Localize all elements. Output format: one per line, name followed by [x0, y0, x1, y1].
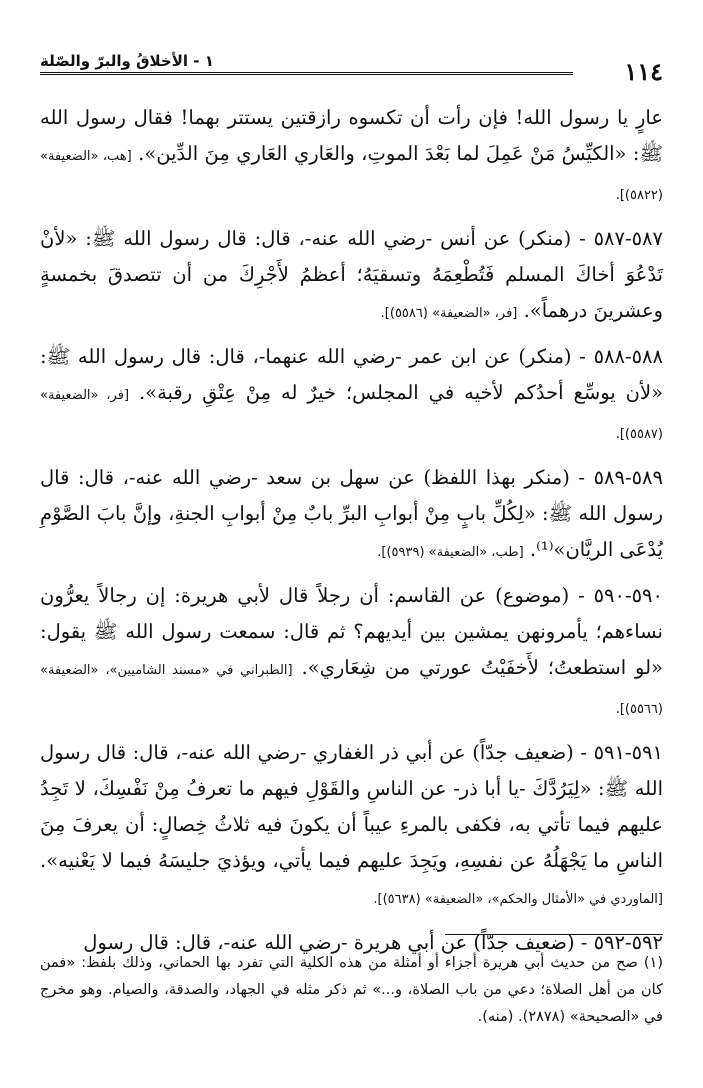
- page-header: [40, 48, 663, 84]
- source-reference: [الماوردي في «الأمثال والحكم»، «الضعيفة» (٥٦٣٨)].: [373, 892, 663, 907]
- paragraph-continuation: [40, 100, 663, 214]
- paragraph-text: ٥٨٩-٥٨٩ - (منكر بهذا اللفظ) عن سهل بن سعد -رضي الله عنه-، قال: قال رسول الله ﷺ: «لِكُلِّ بابٍ مِنْ أبوابِ البرِّ بابٌ مِنْ أبوابِ الجنةِ، وإنَّ بابَ الصَّوْمِ يُدْعَى الريَّان»⁽¹⁾.: [40, 466, 663, 561]
- source-reference: [الطبراني في «مسند الشاميين»، «الضعيفة» (٥٥٦٦)].: [40, 663, 663, 717]
- footnote-separator: [445, 934, 663, 935]
- paragraph-text: ٥٩٢-٥٩٢ - (ضعيف جدّاً) عن أبي هريرة -رضي الله عنه-، قال: قال رسول: [83, 931, 663, 954]
- hadith-entry-590: [40, 578, 663, 728]
- source-reference: [طب، «الضعيفة» (٥٩٣٩)].: [377, 545, 524, 560]
- paragraph-text: عارٍ يا رسول الله! فإن رأت أن تكسوه رازقتين يستتر بهما! فقال رسول الله ﷺ: «الكيِّسُ مَنْ عَمِلَ لما بَعْدَ الموتِ، والعَاري العَاري مِنَ الدِّين».: [40, 106, 664, 165]
- hadith-entry-589: [40, 460, 663, 571]
- main-text: [40, 100, 663, 968]
- header-rule: [40, 72, 573, 75]
- footnote-text: (١) صح من حديث أبي هريرة أجزاء أو أمثلة من هذه الكلية التي تفرد بها الحماني، وذلك بلفظ: «فمن كان من أهل الصلاة؛ دعي من باب الصلاة، و...» ثم ذكر مثله في الجهاد، والصدقة، والصيام. وهو مخرج في «الصحيحة» (٢٨٧٨). (منه).: [40, 955, 663, 1025]
- hadith-entry-591: [40, 735, 663, 918]
- hadith-entry-588: [40, 339, 663, 453]
- footnote: [40, 950, 663, 1031]
- paragraph-text: ٥٨٧-٥٨٧ - (منكر) عن أنس -رضي الله عنه-، قال: قال رسول الله ﷺ: «لأنْ تَدْعُوَ أخاكَ المسلم فَتُطْعِمَهُ وتسقيَهُ؛ أعظمُ لأَجْرِكَ من أن تتصدقَ بخمسةٍ وعشرينَ درهماً».: [40, 227, 663, 322]
- hadith-entry-587: [40, 221, 663, 332]
- running-head: ١ - الأخلاقُ والبرّ والصّلة: [40, 52, 214, 70]
- source-reference: [فر، «الضعيفة» (٥٥٨٦)].: [380, 306, 518, 321]
- source-reference: [فر، «الضعيفة» (٥٥٨٧)].: [40, 388, 663, 442]
- paragraph-text: ٥٩٠-٥٩٠ - (موضوع) عن القاسم: أن رجلاً قال لأبي هريرة: إن رجالاً يعرُّون نساءهم؛ يأمرونهن يمشين بين أيديهم؟ ثم قال: سمعت رسول الله ﷺ يقول: «لو استطعتُ؛ لأَخفَيْتُ عورتي من شِعَاري».: [40, 584, 663, 679]
- paragraph-text: ٥٩١-٥٩١ - (ضعيف جدّاً) عن أبي ذر الغفاري -رضي الله عنه-، قال: قال رسول الله ﷺ: «لِيَرُدَّكَ -يا أبا ذر- عن الناسِ والقَوْلِ فيهم ما تعرفُ مِنْ نَفْسِكَ، لا تَجِدُ عليهم فيما تأتي به، فكفى بالمرءِ عيباً أن يكونَ فيه ثلاثُ خِصالٍ: أن يعرفَ مِنَ الناسِ ما يَجْهَلُهُ عن نفسِهِ، ويَجِدَ عليهم فيما يأتي، ويؤذيَ جليسَهُ فيما لا يَعْنيه».: [40, 741, 663, 872]
- paragraph-text: ٥٨٨-٥٨٨ - (منكر) عن ابن عمر -رضي الله عنهما-، قال: قال رسول الله ﷺ: «لأن يوسِّع أحدُكم لأخيه في المجلس؛ خيرٌ له مِنْ عِتْقِ رقبة».: [40, 345, 663, 404]
- page-number: ١١٤: [624, 57, 663, 86]
- source-reference: [هب، «الضعيفة» (٥٨٢٢)].: [40, 149, 663, 203]
